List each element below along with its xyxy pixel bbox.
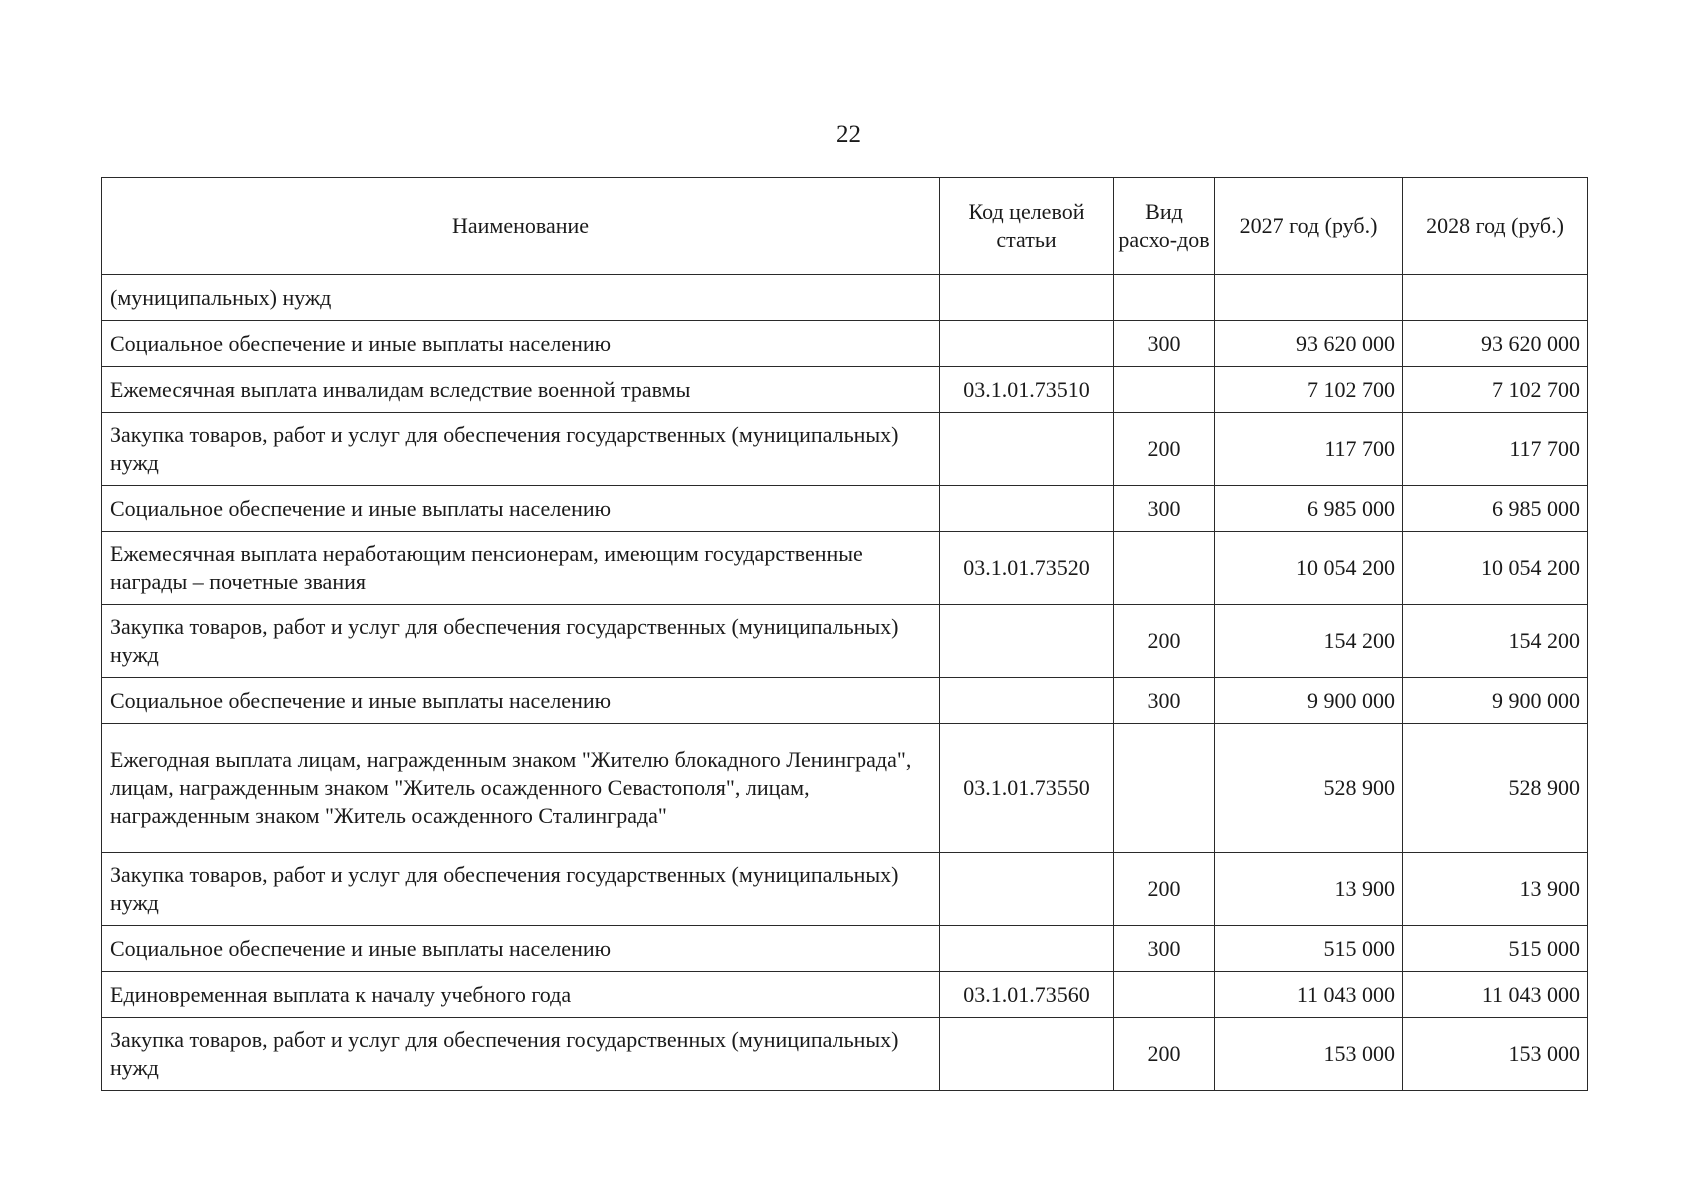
row-name: Социальное обеспечение и иные выплаты населению xyxy=(102,486,940,532)
row-code xyxy=(940,853,1114,926)
table-row xyxy=(102,1018,1588,1091)
row-expense-type xyxy=(1114,367,1215,413)
row-2027: 7 102 700 xyxy=(1215,367,1403,413)
row-name: Ежемесячная выплата неработающим пенсионерам, имеющим государственные награды – почетные звания xyxy=(102,532,940,605)
row-expense-type xyxy=(1114,724,1215,853)
table-row xyxy=(102,321,1588,367)
row-expense-type xyxy=(1114,275,1215,321)
row-2028: 153 000 xyxy=(1403,1018,1588,1091)
row-code: 03.1.01.73550 xyxy=(940,724,1114,853)
row-2028: 10 054 200 xyxy=(1403,532,1588,605)
header-2028: 2028 год (руб.) xyxy=(1403,178,1588,275)
header-name: Наименование xyxy=(102,178,940,275)
row-name: Закупка товаров, работ и услуг для обеспечения государственных (муниципальных) нужд xyxy=(102,605,940,678)
row-2027: 117 700 xyxy=(1215,413,1403,486)
row-2028: 515 000 xyxy=(1403,926,1588,972)
budget-table xyxy=(101,177,1588,1091)
row-name: Закупка товаров, работ и услуг для обеспечения государственных (муниципальных) нужд xyxy=(102,413,940,486)
row-2027 xyxy=(1215,275,1403,321)
row-2027: 13 900 xyxy=(1215,853,1403,926)
table-header-row xyxy=(102,178,1588,275)
row-2027: 93 620 000 xyxy=(1215,321,1403,367)
row-name: Закупка товаров, работ и услуг для обеспечения государственных (муниципальных) нужд xyxy=(102,1018,940,1091)
header-code: Код целевой статьи xyxy=(940,178,1114,275)
row-expense-type: 200 xyxy=(1114,853,1215,926)
row-name: Социальное обеспечение и иные выплаты населению xyxy=(102,321,940,367)
row-code: 03.1.01.73510 xyxy=(940,367,1114,413)
table-row xyxy=(102,367,1588,413)
row-name: Ежегодная выплата лицам, награжденным знаком "Жителю блокадного Ленинграда", лицам, награжденным знаком "Житель осажденного Севастополя", лицам, награжденным знаком "Житель осажденного Сталинграда" xyxy=(102,724,940,853)
row-name: (муниципальных) нужд xyxy=(102,275,940,321)
table-row xyxy=(102,678,1588,724)
row-code: 03.1.01.73560 xyxy=(940,972,1114,1018)
row-2028: 93 620 000 xyxy=(1403,321,1588,367)
row-code: 03.1.01.73520 xyxy=(940,532,1114,605)
header-expense-type: Вид расхо-дов xyxy=(1114,178,1215,275)
row-2027: 528 900 xyxy=(1215,724,1403,853)
table-row xyxy=(102,926,1588,972)
table-row xyxy=(102,972,1588,1018)
table-row xyxy=(102,605,1588,678)
row-code xyxy=(940,678,1114,724)
row-2028: 11 043 000 xyxy=(1403,972,1588,1018)
row-name: Социальное обеспечение и иные выплаты населению xyxy=(102,926,940,972)
row-2027: 6 985 000 xyxy=(1215,486,1403,532)
row-expense-type: 300 xyxy=(1114,321,1215,367)
row-code xyxy=(940,1018,1114,1091)
row-expense-type: 200 xyxy=(1114,605,1215,678)
page-number: 22 xyxy=(836,121,861,148)
row-expense-type: 200 xyxy=(1114,1018,1215,1091)
row-name: Закупка товаров, работ и услуг для обеспечения государственных (муниципальных) нужд xyxy=(102,853,940,926)
table-row xyxy=(102,853,1588,926)
row-2027: 10 054 200 xyxy=(1215,532,1403,605)
row-expense-type: 300 xyxy=(1114,486,1215,532)
table-row xyxy=(102,413,1588,486)
row-2028: 528 900 xyxy=(1403,724,1588,853)
row-expense-type xyxy=(1114,532,1215,605)
table-row xyxy=(102,724,1588,853)
row-2028: 7 102 700 xyxy=(1403,367,1588,413)
row-2027: 153 000 xyxy=(1215,1018,1403,1091)
row-2027: 154 200 xyxy=(1215,605,1403,678)
header-2027: 2027 год (руб.) xyxy=(1215,178,1403,275)
row-2028: 9 900 000 xyxy=(1403,678,1588,724)
row-2028: 117 700 xyxy=(1403,413,1588,486)
table-row xyxy=(102,275,1588,321)
row-2028: 154 200 xyxy=(1403,605,1588,678)
row-2028: 6 985 000 xyxy=(1403,486,1588,532)
row-name: Социальное обеспечение и иные выплаты населению xyxy=(102,678,940,724)
row-2028 xyxy=(1403,275,1588,321)
row-expense-type xyxy=(1114,972,1215,1018)
row-expense-type: 200 xyxy=(1114,413,1215,486)
table-row xyxy=(102,486,1588,532)
row-code xyxy=(940,926,1114,972)
row-code xyxy=(940,413,1114,486)
row-expense-type: 300 xyxy=(1114,926,1215,972)
row-expense-type: 300 xyxy=(1114,678,1215,724)
row-code xyxy=(940,275,1114,321)
table-row xyxy=(102,532,1588,605)
row-name: Ежемесячная выплата инвалидам вследствие военной травмы xyxy=(102,367,940,413)
row-name: Единовременная выплата к началу учебного года xyxy=(102,972,940,1018)
row-code xyxy=(940,486,1114,532)
row-2027: 9 900 000 xyxy=(1215,678,1403,724)
row-code xyxy=(940,321,1114,367)
row-2027: 11 043 000 xyxy=(1215,972,1403,1018)
row-code xyxy=(940,605,1114,678)
row-2027: 515 000 xyxy=(1215,926,1403,972)
row-2028: 13 900 xyxy=(1403,853,1588,926)
